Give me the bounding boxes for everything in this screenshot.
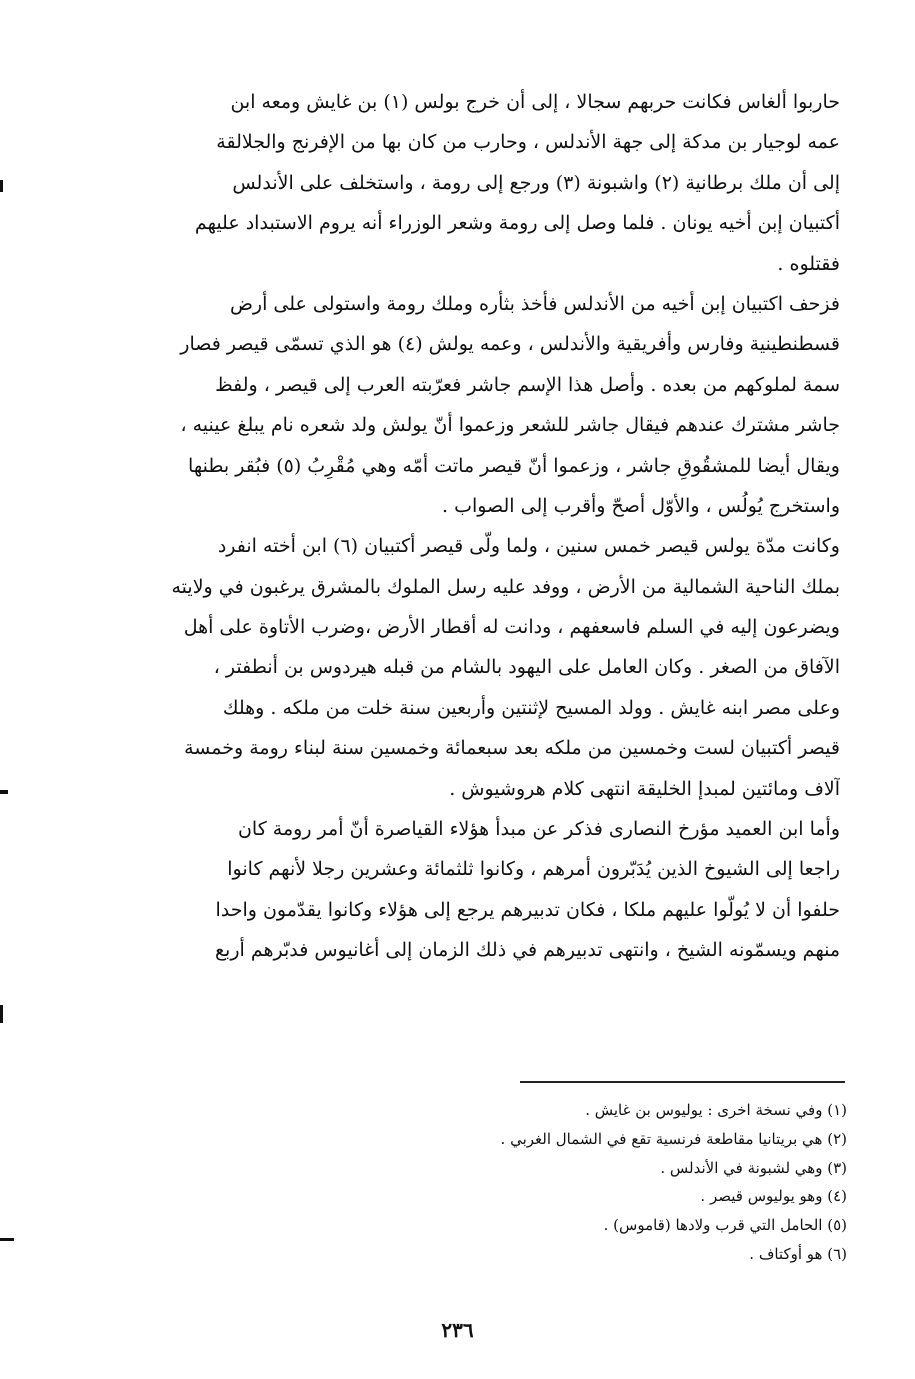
- text-line: فقتلوه .: [777, 252, 840, 275]
- text-line: عمه لوجيار بن مدكة إلى جهة الأندلس ، وحارب من كان بها من الإفرنج والجلالقة: [216, 131, 840, 154]
- text-line: بملك الناحية الشمالية من الأرض ، ووفد عليه رسل الملوك بالمشرق يرغبون في ولايته: [171, 575, 840, 598]
- text-line: قسطنطينية وفارس وأفريقية والأندلس ، وعمه يولش (٤) هو الذي تسمّى قيصر فصار: [180, 333, 840, 356]
- footnote-item: (٦) هو أوكتاف .: [749, 1244, 847, 1263]
- text-line: وعلى مصر ابنه غايش . وولد المسيح لإثنتين وأربعين سنة خلت من ملكه . وهلك: [222, 696, 840, 719]
- text-line: جاشر مشترك عندهم فيقال جاشر للشعر وزعموا أنّ يولش ولد شعره نام يبلغ عينيه ،: [180, 414, 840, 437]
- scan-mark: [0, 180, 3, 192]
- text-line: قيصر أكتبيان لست وخمسين من ملكه بعد سبعمائة وخمسين سنة لبناء رومة وخمسة: [184, 737, 840, 760]
- footnote-item: (١) وفي نسخة اخرى : يوليوس بن غايش .: [585, 1101, 847, 1119]
- footnote-divider: [520, 1081, 845, 1083]
- scan-mark: [0, 1005, 3, 1023]
- page-number: ٢٣٦: [441, 1318, 474, 1342]
- footnotes: [300, 1096, 847, 1269]
- text-line: ويضرعون إليه في السلم فاسعفهم ، ودانت له أقطار الأرض ،وضرب الأتاوة على أهل: [183, 616, 840, 639]
- text-line: الآفاق من الصغر . وكان العامل على اليهود بالشام من قبله هيردوس بن أنطفتر ،: [213, 656, 840, 679]
- footnote-item: (٣) وهي لشبونة في الأندلس .: [660, 1158, 847, 1177]
- scan-mark: [0, 1238, 14, 1241]
- text-line: فزحف اكتبيان إبن أخيه من الأندلس فأخذ بثأره وملك رومة واستولى على أرض: [229, 292, 840, 315]
- text-line: وكانت مدّة يولس قيصر خمس سنين ، ولما ولّى قيصر أكتبيان (٦) ابن أخته انفرد: [217, 535, 840, 558]
- text-line: إلى أن ملك برطانية (٢) واشبونة (٣) ورجع إلى رومة ، واستخلف على الأندلس: [232, 171, 840, 194]
- main-text: [100, 82, 840, 971]
- text-line: منهم ويسمّونه الشيخ ، وانتهى تدبيرهم في ذلك الزمان إلى أغانيوس فدبّرهم أربع: [214, 939, 840, 962]
- text-line: واستخرج يُولُس ، والأوّل أصحّ وأقرب إلى الصواب .: [441, 494, 840, 517]
- text-line: سمة لملوكهم من بعده . وأصل هذا الإسم جاشر فعرّبته العرب إلى قيصر ، ولفظ: [215, 373, 840, 396]
- text-line: وأما ابن العميد مؤرخ النصارى فذكر عن مبدأ هؤلاء القياصرة أنّ أمر رومة كان: [237, 818, 840, 841]
- text-line: ويقال أيضا للمشقُوقِ جاشر ، وزعموا أنّ قيصر ماتت أمّه وهي مُقْرِبُ (٥) فبُقر بطنها: [188, 454, 840, 477]
- text-line: راجعا إلى الشيوخ الذين يُدَبّرون أمرهم ، وكانوا ثلثمائة وعشرين رجلا لأنهم كانوا: [227, 858, 840, 881]
- text-line: أكتبيان إبن أخيه يونان . فلما وصل إلى رومة وشعر الوزراء أنه يروم الاستبداد عليهم: [194, 212, 840, 235]
- text-line: آلاف ومائتين لمبدإ الخليقة انتهى كلام هروشيوش .: [449, 777, 840, 800]
- footnote-item: (٥) الحامل التي قرب ولادها (قاموس) .: [603, 1216, 847, 1235]
- scan-mark: [0, 790, 8, 794]
- footnote-item: (٤) وهو يوليوس قيصر .: [700, 1187, 847, 1206]
- footnote-item: (٢) هي بريتانيا مقاطعة فرنسية تقع في الشمال الغربي .: [500, 1129, 847, 1148]
- text-line: حاربوا ألغاس فكانت حربهم سجالا ، إلى أن خرج بولس (١) بن غايش ومعه ابن: [230, 91, 840, 113]
- text-line: حلفوا أن لا يُولّوا عليهم ملكا ، فكان تدبيرهم يرجع إلى هؤلاء وكانوا يقدّمون واحدا: [215, 898, 840, 921]
